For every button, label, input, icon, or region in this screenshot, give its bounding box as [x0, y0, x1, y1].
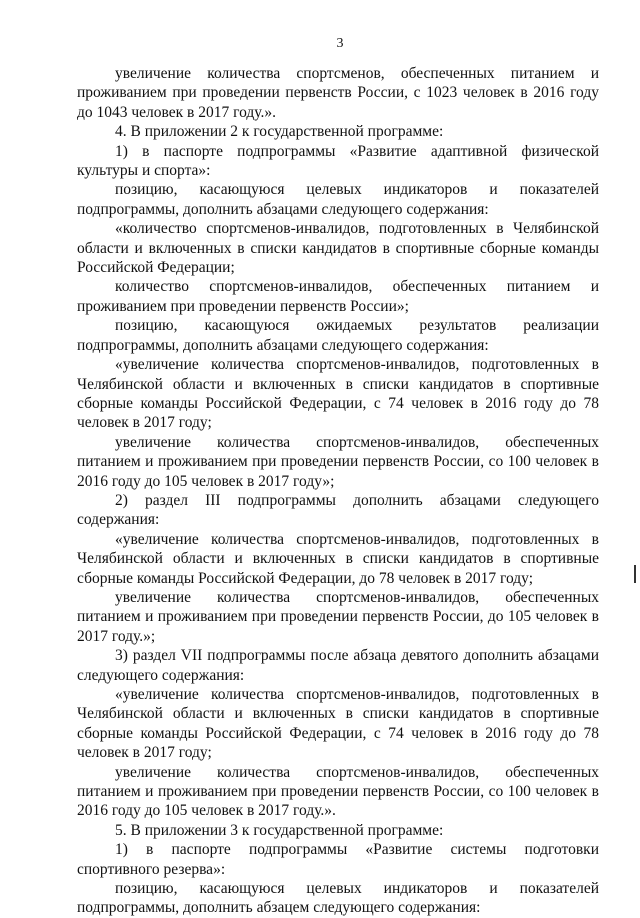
paragraph: 2) раздел III подпрограммы дополнить абзацами следующего содержания:	[77, 491, 599, 529]
paragraph: «увеличение количества спортсменов-инвалидов, подготовленных в Челябинской области и включенных в списки кандидатов в спортивные сборные команды Российской Федерации, с 74 человек в 2016 году до 78 человек в 2017 году;	[77, 686, 599, 762]
paragraph: «количество спортсменов-инвалидов, подготовленных в Челябинской области и включенных в списки кандидатов в спортивные сборные команды Российской Федерации;	[77, 220, 599, 277]
scan-margin-mark	[634, 565, 636, 583]
paragraph: 1) в паспорте подпрограммы «Развитие системы подготовки спортивного резерва»:	[77, 841, 599, 878]
page-number: 3	[336, 36, 344, 51]
paragraph: увеличение количества спортсменов-инвалидов, обеспеченных питанием и проживанием при проведении первенств России, со 100 человек в 2016 году до 105 человек в 2017 году»;	[77, 433, 599, 490]
paragraph: увеличение количества спортсменов-инвалидов, обеспеченных питанием и проживанием при проведении первенств России, до 105 человек в 2017 году.»;	[77, 588, 599, 645]
paragraph: позицию, касающуюся целевых индикаторов и показателей подпрограммы, дополнить абзацем следующего содержания:	[77, 880, 599, 917]
paragraph: увеличение количества спортсменов-инвалидов, обеспеченных питанием и проживанием при проведении первенств России, со 100 человек в 2016 году до 105 человек в 2017 году.».	[77, 763, 599, 820]
paragraph: «увеличение количества спортсменов-инвалидов, подготовленных в Челябинской области и включенных в списки кандидатов в спортивные сборные команды Российской Федерации, с 74 человек в 2016 году до 78 человек в 2017 году;	[77, 356, 599, 432]
paragraph: 3) раздел VII подпрограммы после абзаца девятого дополнить абзацами следующего содержания:	[77, 647, 599, 684]
section-heading: 4. В приложении 2 к государственной программе:	[115, 123, 444, 141]
paragraph: увеличение количества спортсменов, обеспеченных питанием и проживанием при проведении первенств России, с 1023 человек в 2016 году до 1043 человек в 2017 году.».	[77, 65, 599, 121]
paragraph: позицию, касающуюся ожидаемых результатов реализации подпрограммы, дополнить абзацами следующего содержания:	[77, 317, 599, 354]
document-body	[77, 64, 599, 918]
paragraph: 1) в паспорте подпрограммы «Развитие адаптивной физической культуры и спорта»:	[77, 142, 599, 180]
paragraph: позицию, касающуюся целевых индикаторов и показателей подпрограммы, дополнить абзацами следующего содержания:	[77, 181, 599, 218]
paragraph: «увеличение количества спортсменов-инвалидов, подготовленных в Челябинской области и включенных в списки кандидатов в спортивные сборные команды Российской Федерации, до 78 человек в 2017 году;	[77, 530, 599, 587]
paragraph: количество спортсменов-инвалидов, обеспеченных питанием и проживанием при проведении первенств России»;	[77, 278, 599, 315]
section-heading: 5. В приложении 3 к государственной программе:	[115, 821, 444, 839]
